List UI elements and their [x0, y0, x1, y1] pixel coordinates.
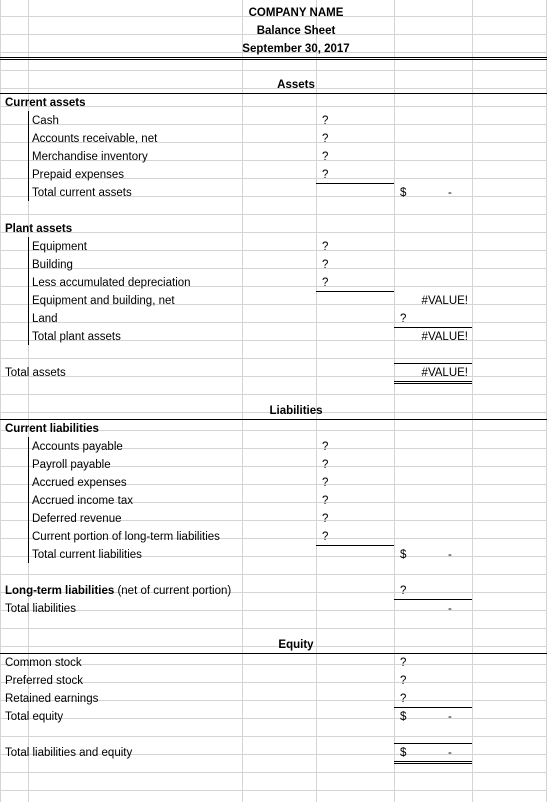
current-portion-ltl-label: Current portion of long-term liabilities — [32, 531, 220, 543]
subtotal-rule — [316, 545, 394, 546]
long-term-liabilities-label — [5, 582, 231, 600]
total-equity-label: Total equity — [5, 711, 64, 723]
cash-label: Cash — [32, 115, 59, 127]
inventory-label: Merchandise inventory — [32, 151, 148, 163]
building-label: Building — [32, 259, 73, 271]
total-assets-label: Total assets — [5, 367, 66, 379]
building-value[interactable]: ? — [322, 259, 329, 271]
deferred-revenue-value[interactable]: ? — [322, 513, 329, 525]
liabilities-title: Liabilities — [269, 405, 323, 417]
accounts-payable-label: Accounts payable — [32, 441, 123, 453]
header-double-rule — [0, 57, 547, 60]
group-border — [28, 437, 29, 563]
accrued-expenses-label: Accrued expenses — [32, 477, 127, 489]
common-stock-label: Common stock — [5, 657, 82, 669]
total-double-rule — [394, 761, 472, 764]
total-current-assets-currency: $ — [400, 187, 407, 199]
accrued-income-tax-label: Accrued income tax — [32, 495, 133, 507]
total-liabilities-equity-currency: $ — [400, 747, 407, 759]
total-current-liabilities-label: Total current liabilities — [32, 549, 142, 561]
group-border — [28, 237, 29, 345]
equipment-building-net-label: Equipment and building, net — [32, 295, 175, 307]
total-double-rule — [394, 381, 472, 384]
total-liabilities-label: Total liabilities — [5, 603, 76, 615]
accumulated-depreciation-label: Less accumulated depreciation — [32, 277, 191, 289]
current-liabilities-heading: Current liabilities — [5, 423, 99, 435]
accounts-receivable-label: Accounts receivable, net — [32, 133, 158, 145]
land-label: Land — [32, 313, 58, 325]
subtotal-rule — [316, 183, 394, 184]
deferred-revenue-label: Deferred revenue — [32, 513, 122, 525]
statement-title: Balance Sheet — [256, 25, 336, 37]
land-value[interactable]: ? — [400, 313, 407, 325]
column-line — [394, 0, 395, 802]
accrued-expenses-value[interactable]: ? — [322, 477, 329, 489]
subtotal-rule — [394, 599, 472, 600]
plant-assets-heading: Plant assets — [5, 223, 73, 235]
long-term-liabilities-label-bold: Long-term liabilities — [5, 585, 115, 597]
total-current-liabilities-currency: $ — [400, 549, 407, 561]
long-term-liabilities-value[interactable]: ? — [400, 585, 407, 597]
column-line — [0, 0, 1, 802]
accumulated-depreciation-value[interactable]: ? — [322, 277, 329, 289]
retained-earnings-label: Retained earnings — [5, 693, 99, 705]
total-equity-value[interactable]: - — [448, 711, 452, 723]
total-liabilities-equity-value[interactable]: - — [448, 747, 452, 759]
payroll-payable-value[interactable]: ? — [322, 459, 329, 471]
prepaid-value[interactable]: ? — [322, 169, 329, 181]
total-liabilities-value[interactable]: - — [448, 603, 452, 615]
group-border — [28, 111, 29, 201]
accounts-receivable-value[interactable]: ? — [322, 133, 329, 145]
preferred-stock-value[interactable]: ? — [400, 675, 407, 687]
common-stock-value[interactable]: ? — [400, 657, 407, 669]
company-name: COMPANY NAME — [248, 7, 344, 19]
statement-date: September 30, 2017 — [242, 43, 350, 55]
total-liabilities-equity-label: Total liabilities and equity — [5, 747, 133, 759]
long-term-liabilities-label-note: (net of current portion) — [114, 585, 232, 597]
total-current-assets-value[interactable]: - — [448, 187, 452, 199]
equipment-building-net-value[interactable]: #VALUE! — [421, 295, 468, 307]
total-plant-assets-label: Total plant assets — [32, 331, 121, 343]
cash-value[interactable]: ? — [322, 115, 329, 127]
total-current-liabilities-value[interactable]: - — [448, 549, 452, 561]
current-portion-ltl-value[interactable]: ? — [322, 531, 329, 543]
column-line — [316, 0, 317, 802]
assets-title: Assets — [277, 79, 315, 91]
equipment-label: Equipment — [32, 241, 87, 253]
column-line — [242, 0, 243, 802]
equity-title: Equity — [278, 639, 314, 651]
payroll-payable-label: Payroll payable — [32, 459, 111, 471]
inventory-value[interactable]: ? — [322, 151, 329, 163]
current-assets-heading: Current assets — [5, 97, 86, 109]
prepaid-label: Prepaid expenses — [32, 169, 125, 181]
column-line — [472, 0, 473, 802]
accrued-income-tax-value[interactable]: ? — [322, 495, 329, 507]
preferred-stock-label: Preferred stock — [5, 675, 83, 687]
section-rule — [0, 653, 547, 654]
subtotal-rule — [316, 291, 394, 292]
total-current-assets-label: Total current assets — [32, 187, 132, 199]
equipment-value[interactable]: ? — [322, 241, 329, 253]
total-equity-currency: $ — [400, 711, 407, 723]
total-plant-assets-value[interactable]: #VALUE! — [421, 331, 468, 343]
retained-earnings-value[interactable]: ? — [400, 693, 407, 705]
accounts-payable-value[interactable]: ? — [322, 441, 329, 453]
total-assets-value[interactable]: #VALUE! — [421, 367, 468, 379]
